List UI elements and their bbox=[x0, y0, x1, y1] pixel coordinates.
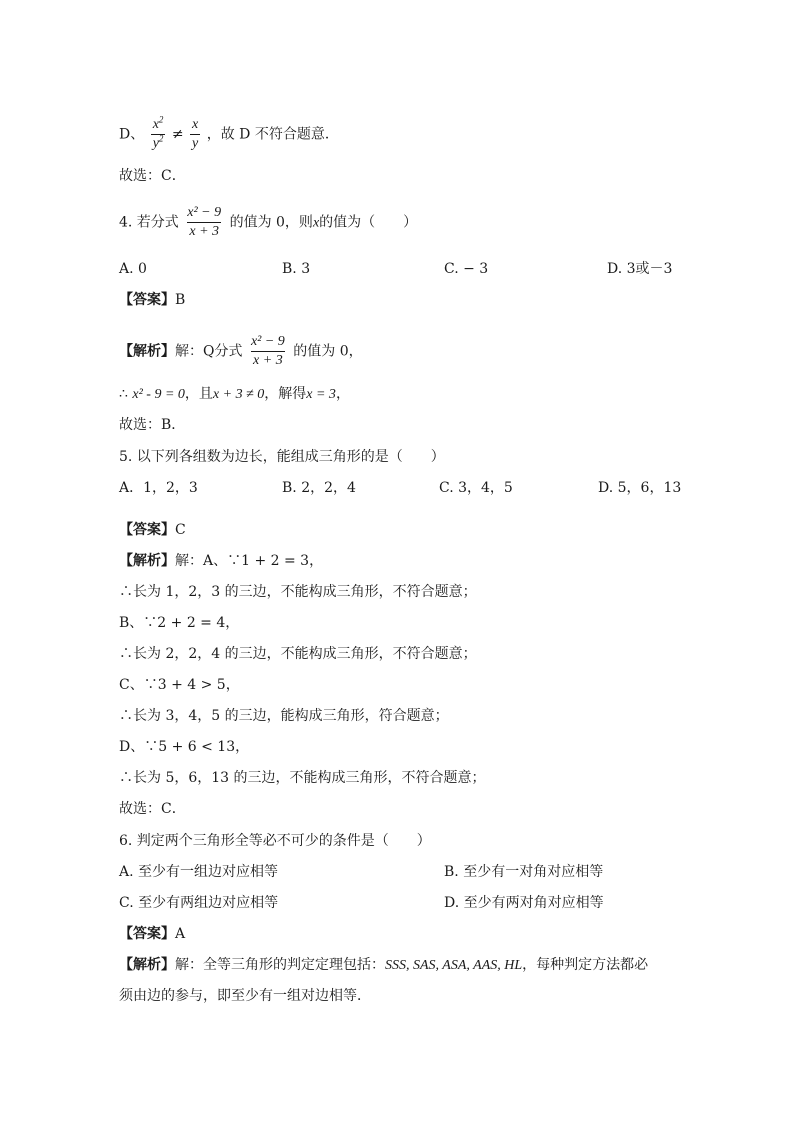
q4-option-b: B. 3 bbox=[282, 261, 311, 277]
denominator-var: y bbox=[152, 136, 159, 151]
analysis-text: 解：A、∵1 + 2 = 3， bbox=[175, 553, 324, 569]
q6-option-c: C. 至少有两组边对应相等 bbox=[119, 895, 279, 911]
q5-analysis-line-2: ∴长为 1，2，3 的三边，不能构成三角形，不符合题意； bbox=[119, 584, 477, 600]
numerator-var: x bbox=[152, 117, 159, 132]
fraction-denominator: x + 3 bbox=[253, 353, 283, 368]
q4-option-d: D. 3或－3 bbox=[607, 261, 673, 277]
q4-analysis-fraction bbox=[249, 333, 287, 370]
analysis-text-end: 的值为 0， bbox=[293, 343, 363, 360]
q5-analysis-line-4: ∴长为 2，2，4 的三边，不能构成三角形，不符合题意； bbox=[119, 646, 477, 662]
q4-choose: 故选：B． bbox=[119, 417, 186, 433]
q6-option-d: D. 至少有两对角对应相等 bbox=[444, 895, 604, 911]
because-text: Q分式 bbox=[203, 343, 243, 360]
q5-analysis-line-5: C、∵3 + 4 > 5， bbox=[119, 677, 240, 693]
step-text: ，解得 bbox=[264, 386, 307, 402]
answer-value: B bbox=[175, 292, 186, 308]
q5-stem: 5. 以下列各组数为边长，能组成三角形的是（ ） bbox=[119, 449, 445, 465]
q5-analysis-line-3: B、∵2 + 2 = 4， bbox=[119, 615, 240, 631]
therefore-symbol: ∴ bbox=[119, 386, 128, 402]
inequality: x + 3 ≠ 0 bbox=[212, 387, 265, 402]
q4-answer bbox=[119, 290, 185, 310]
q5-option-a: A．1，2，3 bbox=[119, 480, 198, 496]
fraction-numerator: $x^2$ bbox=[152, 114, 164, 132]
q6-answer bbox=[119, 924, 185, 944]
analysis-tag: 【解析】 bbox=[119, 343, 175, 360]
answer-tag: 【答案】 bbox=[119, 926, 175, 942]
fraction-numerator: x bbox=[192, 117, 199, 132]
not-equal-sign: ≠ bbox=[171, 126, 184, 143]
q4-option-a: A. 0 bbox=[119, 261, 147, 277]
variable-x: x bbox=[312, 215, 320, 231]
fraction-numerator: x² − 9 bbox=[187, 205, 222, 220]
q4-stem bbox=[119, 204, 417, 241]
q6-analysis-line-2: 须由边的参与，即至少有一组对边相等． bbox=[119, 988, 371, 1004]
q6-option-b: B. 至少有一对角对应相等 bbox=[444, 864, 604, 880]
option-text: ，故 D 不符合题意． bbox=[206, 126, 339, 143]
q4-fraction bbox=[185, 204, 223, 241]
q4-step2 bbox=[119, 384, 350, 405]
step-end: ， bbox=[335, 386, 350, 402]
q6-stem: 6. 判定两个三角形全等必不可少的条件是（ ） bbox=[119, 833, 431, 849]
q5-option-c: C. 3，4，5 bbox=[439, 480, 513, 496]
q5-answer bbox=[119, 520, 186, 540]
analysis-tag: 【解析】 bbox=[119, 957, 175, 973]
answer-value: C bbox=[175, 522, 186, 538]
answer-tag: 【答案】 bbox=[119, 522, 175, 538]
q5-analysis-line-8: ∴长为 5，6，13 的三边，不能构成三角形，不符合题意； bbox=[119, 770, 486, 786]
fraction-denominator: $y^2$ bbox=[152, 133, 164, 151]
stem-text: 的值为 0，则 bbox=[229, 214, 313, 231]
q5-analysis-line-1 bbox=[119, 551, 323, 571]
fraction-denominator: y bbox=[192, 136, 199, 151]
fraction-numerator: x² − 9 bbox=[250, 334, 285, 349]
q5-analysis-line-7: D、∵5 + 6 < 13， bbox=[119, 739, 250, 755]
q5-option-b: B. 2，2，4 bbox=[282, 480, 356, 496]
q5-option-d: D. 5，6，13 bbox=[598, 480, 682, 496]
q6-analysis bbox=[119, 955, 648, 976]
analysis-text: 解：全等三角形的判定定理包括： bbox=[175, 957, 385, 973]
option-label: D、 bbox=[119, 126, 145, 143]
q4-option-c: C. − 3 bbox=[444, 261, 489, 277]
q3-choose: 故选：C． bbox=[119, 168, 186, 184]
question-number: 4. 若分式 bbox=[119, 214, 179, 231]
q5-analysis-line-6: ∴长为 3，4，5 的三边，能构成三角形，符合题意； bbox=[119, 708, 449, 724]
q5-analysis-line-9: 故选：C． bbox=[119, 801, 186, 817]
analysis-tag: 【解析】 bbox=[119, 553, 175, 569]
solution: x = 3 bbox=[306, 387, 336, 402]
step-text: ，且 bbox=[184, 386, 213, 402]
equation: x² - 9 = 0 bbox=[132, 387, 185, 402]
fraction-x-over-y bbox=[190, 116, 200, 153]
fraction-denominator: x + 3 bbox=[189, 224, 220, 239]
q4-analysis bbox=[119, 333, 363, 370]
theorem-list: SSS, SAS, ASA, AAS, HL bbox=[385, 958, 523, 973]
stem-end: 的值为（ ） bbox=[319, 214, 418, 231]
analysis-text-mid: ，每种判定方法都必 bbox=[522, 957, 649, 973]
fraction-x2-over-y2 bbox=[151, 116, 166, 153]
answer-value: A bbox=[175, 926, 186, 942]
q6-option-a: A. 至少有一组边对应相等 bbox=[119, 864, 279, 880]
analysis-text: 解： bbox=[175, 343, 203, 360]
q3-option-d bbox=[119, 116, 339, 153]
answer-tag: 【答案】 bbox=[119, 292, 175, 308]
